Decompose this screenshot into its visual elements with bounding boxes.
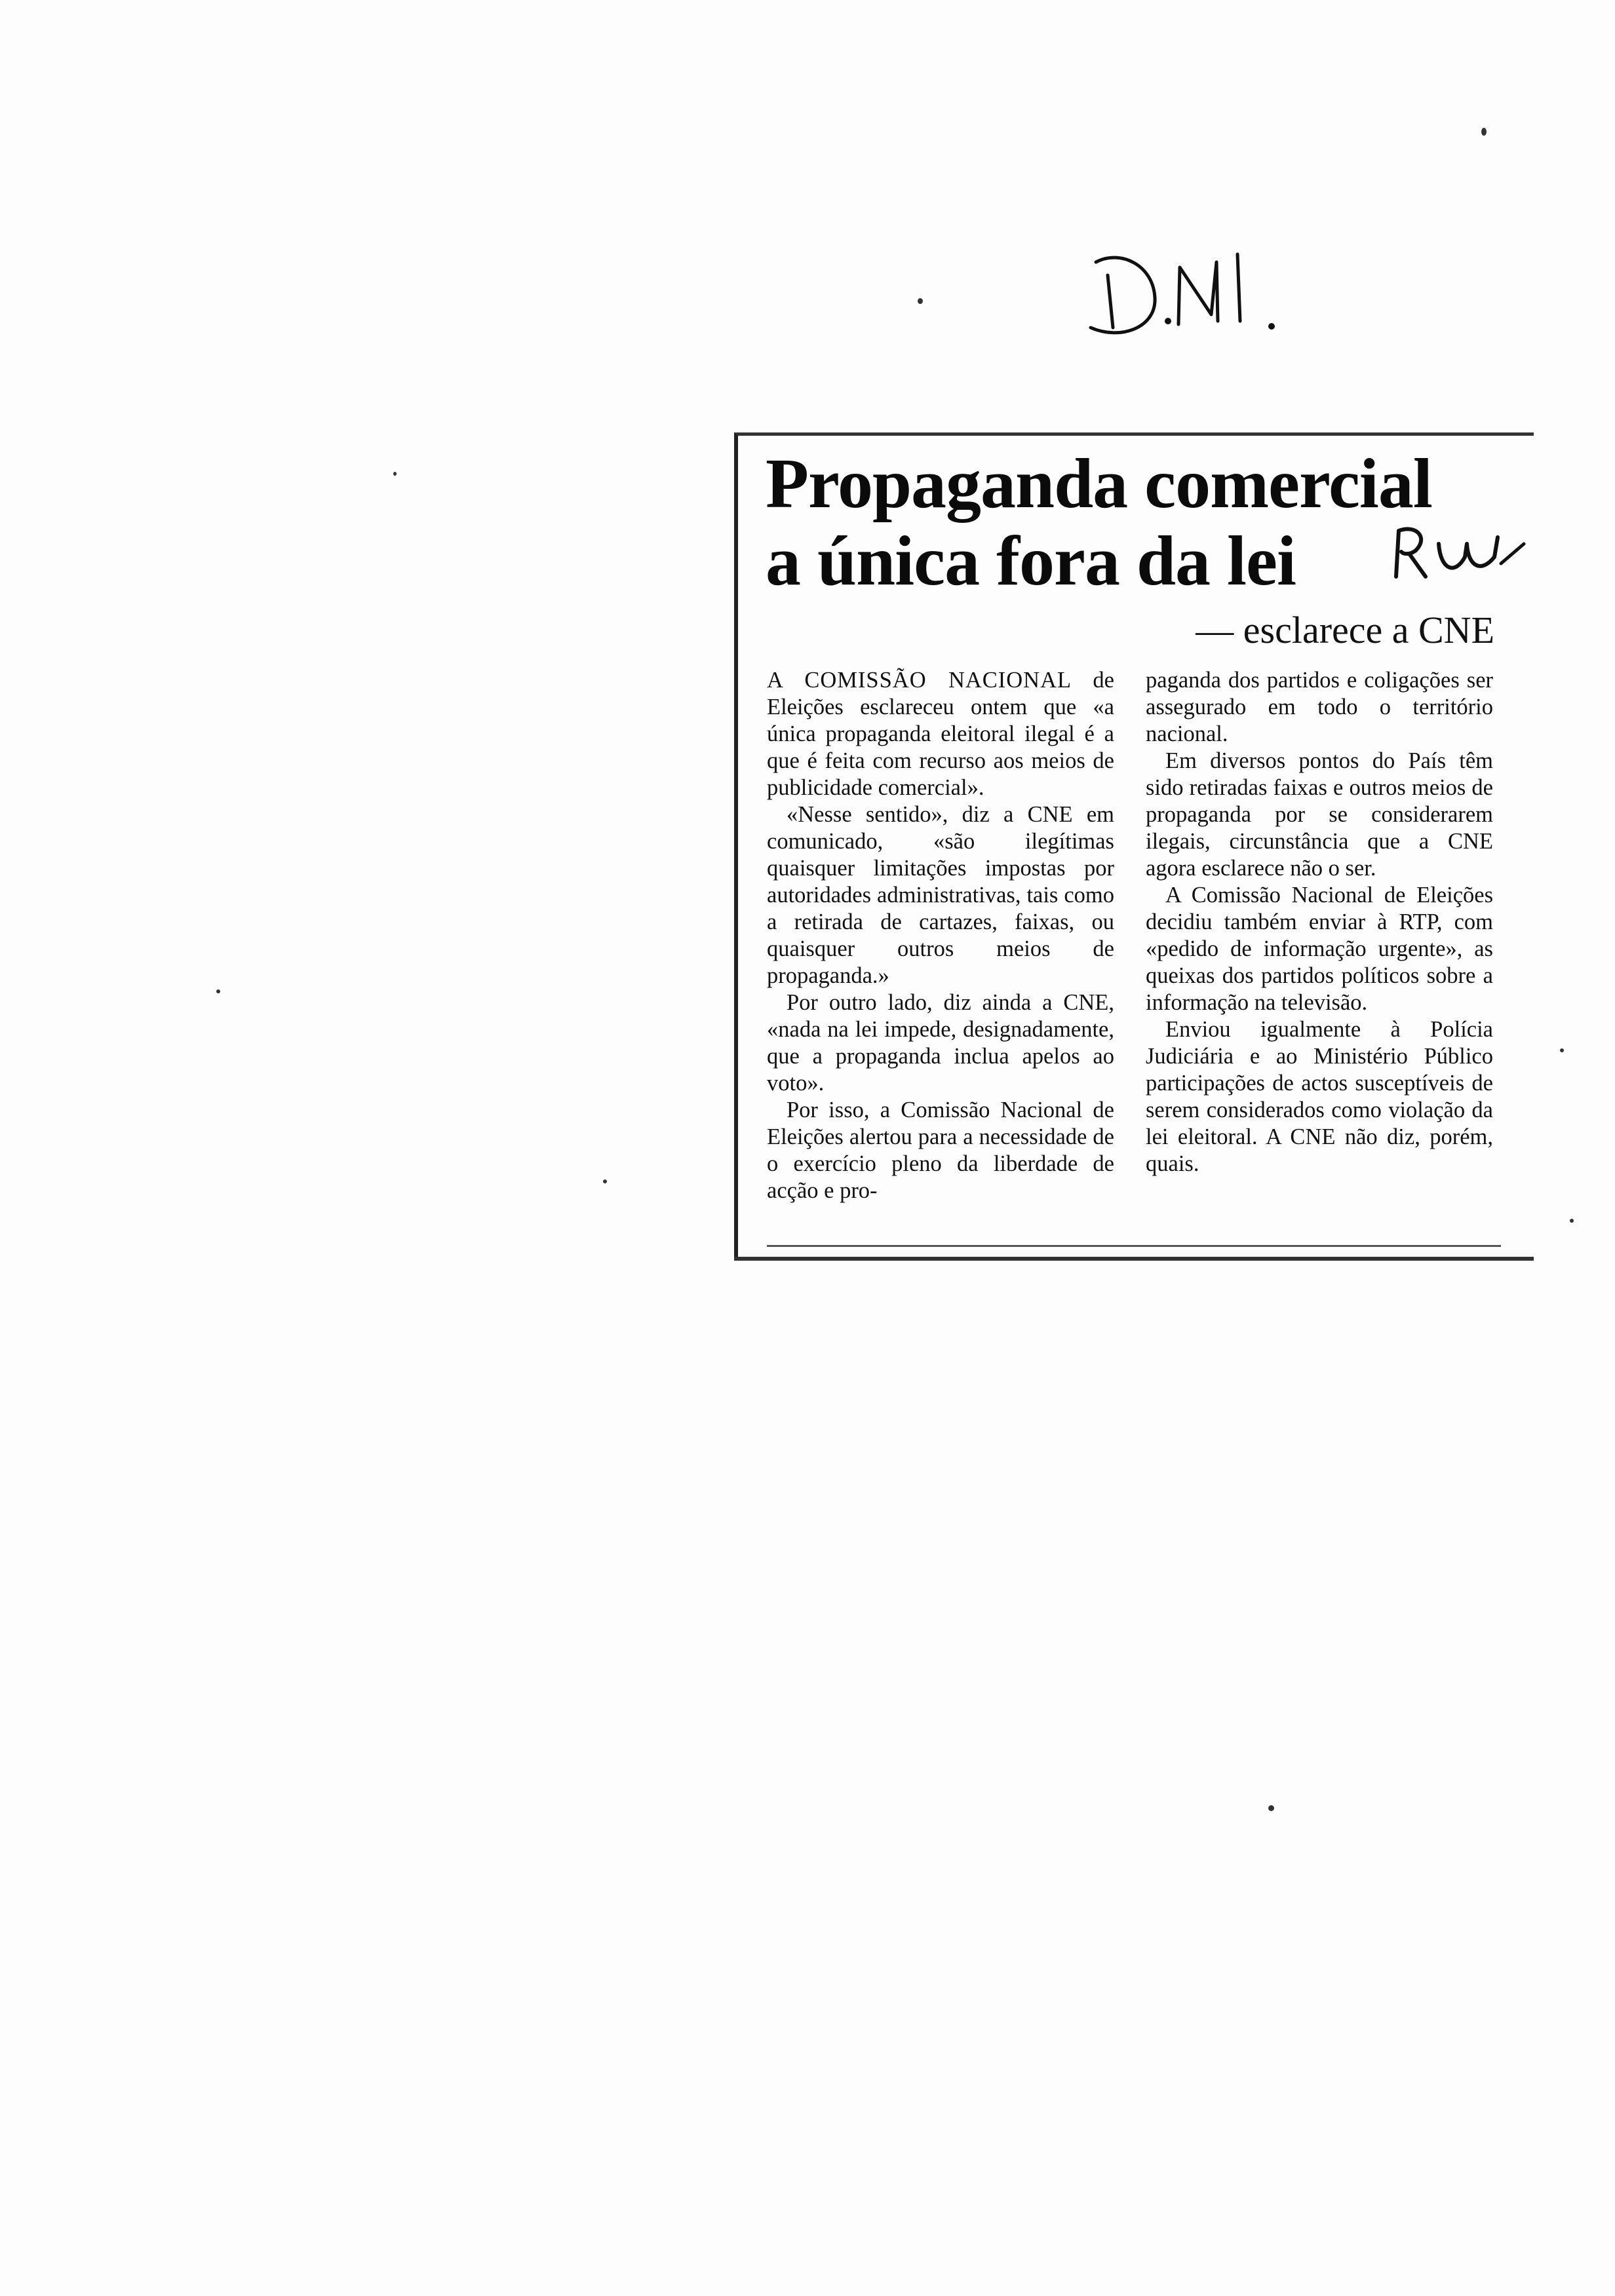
paragraph: Em diversos pontos do País têm sido retiradas faixas e outros meios de propaganda por se considerarem ilegais, circunstância que a CNE agora esclarece não o ser. xyxy=(1146,748,1493,881)
paragraph: Por isso, a Comissão Nacional de Eleições alertou para a necessidade de o exercício pleno da liberdade de acção e pro- xyxy=(767,1098,1114,1203)
handwritten-initials xyxy=(1390,518,1527,590)
paragraph: paganda dos partidos e coligações ser assegurado em todo o território nacional. xyxy=(1146,668,1493,746)
scan-speck xyxy=(1268,1805,1274,1811)
paragraph: A COMISSÃO NACIONAL de Eleições esclareceu ontem que «a única propaganda eleitoral ilegal é a que é feita com recurso aos meios de publicidade comercial». xyxy=(767,668,1114,800)
clipping-bottom-edge xyxy=(734,1257,1534,1261)
scan-speck xyxy=(1570,1219,1574,1223)
scan-speck xyxy=(1560,1048,1564,1052)
handwritten-source-mark xyxy=(1081,236,1291,354)
paragraph: Por outro lado, diz ainda a CNE, «nada na lei impede, designadamente, que a propaganda inclua apelos ao voto». xyxy=(767,990,1114,1096)
paragraph: «Nesse sentido», diz a CNE em comunicado, «são ilegítimas quaisquer limitações impostas por autoridades administrativas, tais como a retirada de cartazes, faixas, ou quaisquer outros meios de propaganda.» xyxy=(767,802,1114,988)
scan-speck xyxy=(918,298,923,304)
paragraph: A Comissão Nacional de Eleições decidiu também enviar à RTP, com «pedido de informação urgente», as queixas dos partidos políticos sobre a informação na televisão. xyxy=(1146,883,1493,1015)
clipping-rule xyxy=(767,1245,1501,1247)
lead-in: A COMISSÃO NACIONAL xyxy=(767,668,1072,693)
paragraph: Enviou igualmente à Polícia Judiciária e ao Ministério Público participações de actos susceptíveis de serem considerados como violação da lei eleitoral. A CNE não diz, porém, quais. xyxy=(1146,1017,1493,1176)
scan-speck xyxy=(216,989,220,993)
scan-speck xyxy=(393,472,397,476)
article-subheadline: — esclarece a CNE xyxy=(1196,609,1494,651)
article-column-1 xyxy=(767,667,1114,1204)
article-column-2 xyxy=(1146,667,1493,1177)
headline-line-2: a única fora da lei xyxy=(766,522,1296,600)
scan-speck xyxy=(603,1179,607,1183)
headline-line-1: Propaganda comercial xyxy=(766,445,1432,523)
scan-speck xyxy=(1481,128,1487,136)
